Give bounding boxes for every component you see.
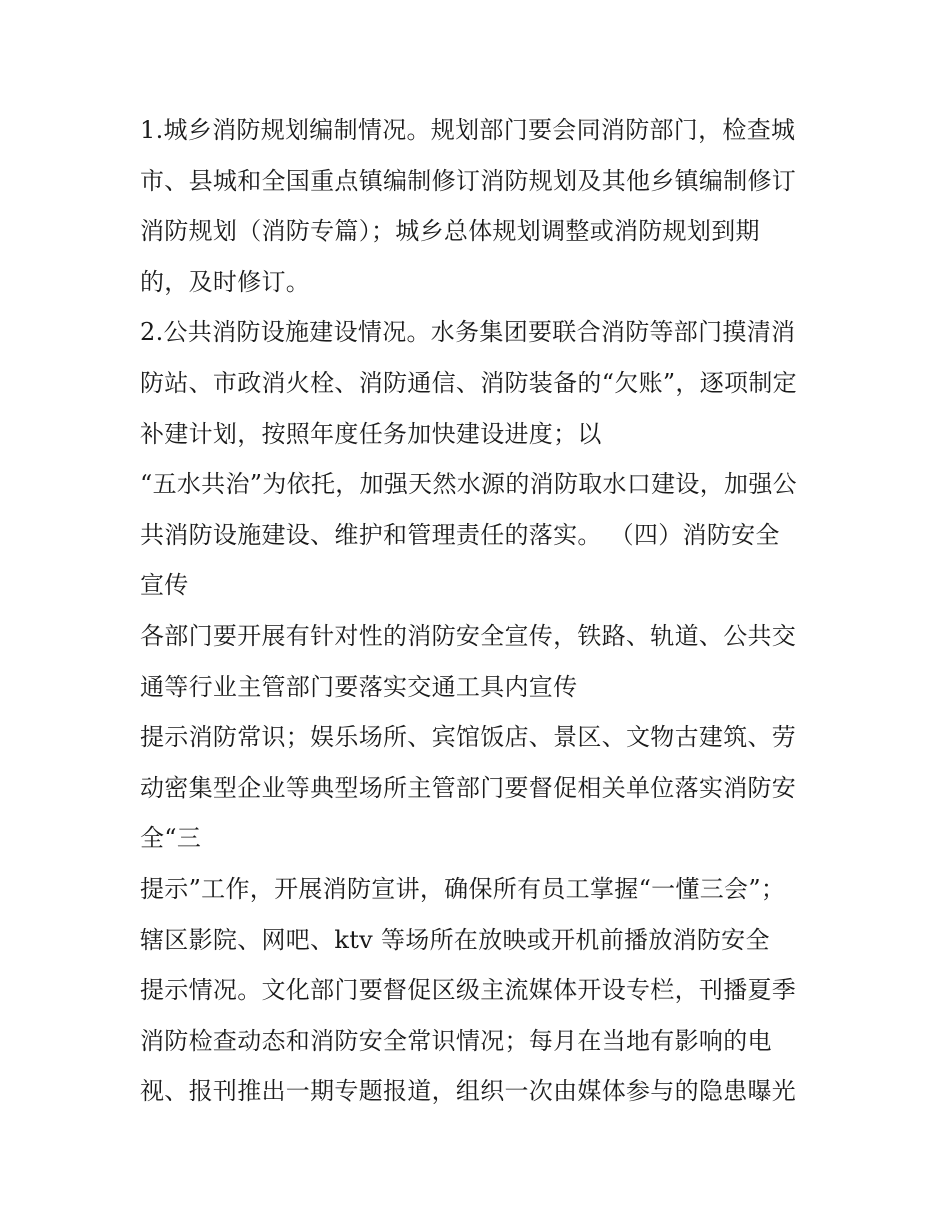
text-line-9: 共消防设施建设、维护和管理责任的落实。 （四）消防安全 [140,520,780,549]
text-line-8: “五水共治”为依托，加强天然水源的消防取水口建设，加强公 [140,470,797,499]
text-line-13: 提示消防常识；娱乐场所、宾馆饭店、景区、文物古建筑、劳 [140,723,797,752]
text-line-1: 1.城乡消防规划编制情况。规划部门要会同消防部门，检查城 [140,116,796,144]
text-line-12: 通等行业主管部门要落实交通工具内宣传 [140,672,578,701]
text-line-19: 消防检查动态和消防安全常识情况；每月在当地有影响的电 [140,1026,772,1055]
text-line-4: 的，及时修订。 [140,267,311,296]
text-line-10: 宣传 [140,571,189,600]
text-line-11: 各部门要开展有针对性的消防安全宣传，铁路、轨道、公共交 [140,621,797,650]
text-line-5: 2.公共消防设施建设情况。水务集团要联合消防等部门摸清消 [140,318,796,347]
text-line-2: 市、县城和全国重点镇编制修订消防规划及其他乡镇编制修订 [140,166,797,195]
text-line-18: 提示情况。文化部门要督促区级主流媒体开设专栏，刊播夏季 [140,976,797,1005]
text-line-17: 辖区影院、网吧、ktv 等场所在放映或开机前播放消防安全 [140,925,770,954]
text-line-6: 防站、市政消火栓、消防通信、消防装备的“欠账”，逐项制定 [140,368,797,397]
text-line-16: 提示”工作，开展消防宣讲，确保所有员工掌握“一懂三会”； [140,874,786,903]
text-line-3: 消防规划（消防专篇）；城乡总体规划调整或消防规划到期 [140,217,760,246]
body-text [140,105,820,1117]
text-line-14: 动密集型企业等典型场所主管部门要督促相关单位落实消防安 [140,773,797,802]
text-line-7: 补建计划，按照年度任务加快建设进度；以 [140,419,602,448]
text-line-15: 全“三 [140,824,202,853]
text-line-20: 视、报刊推出一期专题报道，组织一次由媒体参与的隐患曝光 [140,1077,797,1106]
